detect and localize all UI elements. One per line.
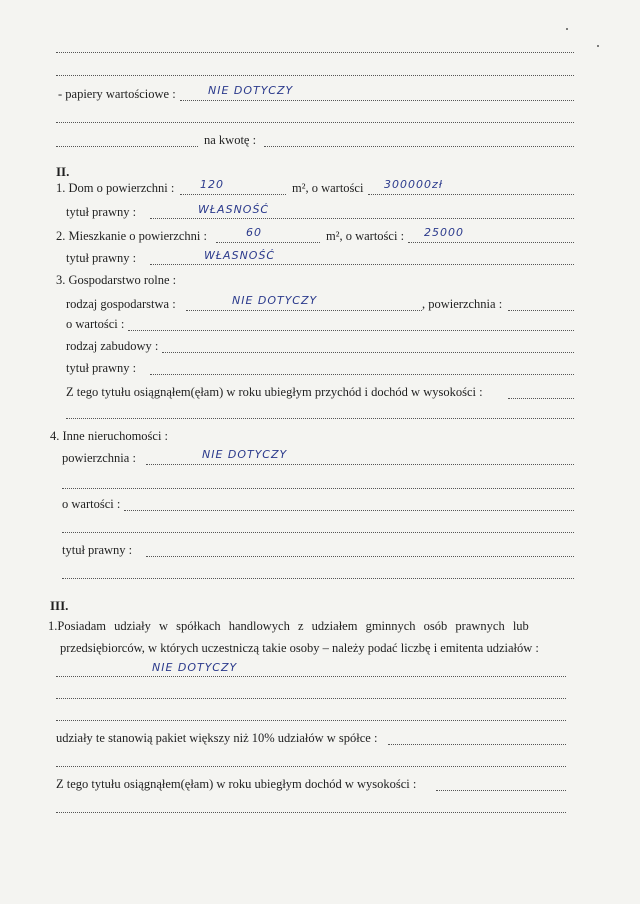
farm-income-label: Z tego tytułu osiągnąłem(ęłam) w roku ubiegłym przychód i dochód w wysokości : bbox=[66, 385, 483, 399]
scan-speck bbox=[597, 45, 599, 47]
stake-field[interactable] bbox=[388, 744, 566, 745]
other-value-field[interactable] bbox=[124, 510, 574, 511]
flat-value-field[interactable] bbox=[408, 242, 574, 243]
flat-value: 25000 bbox=[424, 226, 464, 239]
house-title-value: WŁASNOŚĆ bbox=[198, 203, 270, 216]
shares-value: NIE DOTYCZY bbox=[152, 661, 238, 674]
dotted-line bbox=[56, 146, 198, 147]
shares-income-label: Z tego tytułu osiągnąłem(ęłam) w roku ubiegłym dochód w wysokości : bbox=[56, 777, 417, 791]
dotted-line bbox=[62, 488, 574, 489]
house-area-value: 120 bbox=[200, 178, 224, 191]
securities-label: - papiery wartościowe : bbox=[58, 87, 176, 101]
house-title-label: tytuł prawny : bbox=[66, 205, 137, 219]
other-area-label: powierzchnia : bbox=[62, 451, 136, 465]
house-value-field[interactable] bbox=[368, 194, 574, 195]
house-value: 300000zł bbox=[384, 178, 443, 191]
dotted-line bbox=[56, 122, 574, 123]
flat-area-label: 2. Mieszkanie o powierzchni : bbox=[56, 229, 207, 243]
other-title-field[interactable] bbox=[146, 556, 574, 557]
farm-value-field[interactable] bbox=[128, 330, 574, 331]
farm-title-field[interactable] bbox=[150, 374, 574, 375]
flat-title-label: tytuł prawny : bbox=[66, 251, 137, 265]
dotted-line bbox=[66, 418, 574, 419]
amount-label: na kwotę : bbox=[204, 133, 257, 147]
farm-income-field[interactable] bbox=[508, 398, 574, 399]
dotted-line bbox=[56, 698, 566, 699]
flat-title-value: WŁASNOŚĆ bbox=[204, 249, 276, 262]
dotted-line bbox=[62, 578, 574, 579]
dotted-line bbox=[56, 52, 574, 53]
house-area-field[interactable] bbox=[180, 194, 286, 195]
farm-buildings-field[interactable] bbox=[162, 352, 574, 353]
house-area-label: 1. Dom o powierzchni : bbox=[56, 181, 175, 195]
other-area-value: NIE DOTYCZY bbox=[202, 448, 288, 461]
farm-type-value: NIE DOTYCZY bbox=[232, 294, 318, 307]
house-value-label: m², o wartości bbox=[292, 181, 364, 195]
securities-value: NIE DOTYCZY bbox=[208, 84, 294, 97]
other-title-label: tytuł prawny : bbox=[62, 543, 133, 557]
farm-type-label: rodzaj gospodarstwa : bbox=[66, 297, 176, 311]
shares-question-line2: przedsiębiorców, w których uczestniczą takie osoby – należy podać liczbę i emitenta udziałów : bbox=[60, 641, 539, 655]
shares-income-field[interactable] bbox=[436, 790, 566, 791]
farm-title-label: tytuł prawny : bbox=[66, 361, 137, 375]
shares-field[interactable] bbox=[56, 676, 566, 677]
dotted-line bbox=[56, 75, 574, 76]
flat-area-value: 60 bbox=[246, 226, 262, 239]
dotted-line bbox=[56, 812, 566, 813]
farm-value-label: o wartości : bbox=[66, 317, 125, 331]
farm-buildings-label: rodzaj zabudowy : bbox=[66, 339, 159, 353]
other-property-label: 4. Inne nieruchomości : bbox=[50, 429, 169, 443]
flat-title-field[interactable] bbox=[150, 264, 574, 265]
dotted-line bbox=[62, 532, 574, 533]
flat-area-field[interactable] bbox=[216, 242, 320, 243]
amount-field[interactable] bbox=[264, 146, 574, 147]
other-area-field[interactable] bbox=[146, 464, 574, 465]
dotted-line bbox=[56, 720, 566, 721]
farm-type-field[interactable] bbox=[186, 310, 422, 311]
other-value-label: o wartości : bbox=[62, 497, 121, 511]
section-heading-2: II. bbox=[56, 164, 70, 179]
farm-area-label: , powierzchnia : bbox=[422, 297, 503, 311]
farm-area-field[interactable] bbox=[508, 310, 574, 311]
section-heading-3: III. bbox=[50, 598, 69, 613]
dotted-line bbox=[56, 766, 566, 767]
shares-question-line1: 1.Posiadam udziały w spółkach handlowych z udziałem gminnych osób prawnych lub bbox=[48, 619, 529, 633]
securities-field[interactable] bbox=[180, 100, 574, 101]
stake-label: udziały te stanowią pakiet większy niż 10% udziałów w spółce : bbox=[56, 731, 378, 745]
flat-value-label: m², o wartości : bbox=[326, 229, 405, 243]
house-title-field[interactable] bbox=[150, 218, 574, 219]
farm-label: 3. Gospodarstwo rolne : bbox=[56, 273, 177, 287]
scan-speck bbox=[566, 28, 568, 30]
